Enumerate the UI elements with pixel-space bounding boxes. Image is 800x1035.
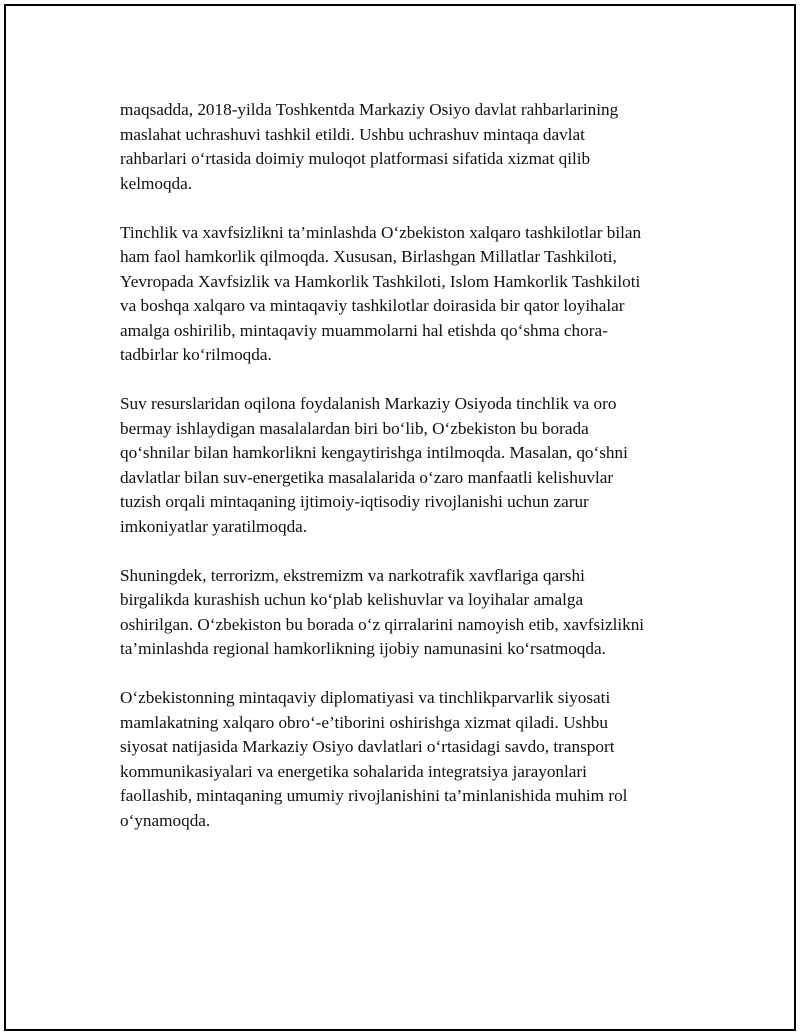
paragraph-5: O‘zbekistonning mintaqaviy diplomatiyasi va tinchlikparvarlik siyosati mamlakatning xalqaro obro‘-e’tiborini oshirishga xizmat qiladi. Ushbu siyosat natijasida Markaziy Osiyo davlatlari o‘rtasidagi savdo, transport kommunikasiyalari va energetika sohalarida integratsiya jarayonlari faollashib, mintaqaning umumiy rivojlanishini ta’minlanishida muhim rol o‘ynamoqda.: [120, 688, 628, 830]
paragraph-4: Shuningdek, terrorizm, ekstremizm va narkotrafik xavflariga qarshi birgalikda kurashish uchun ko‘plab kelishuvlar va loyihalar amalga oshirilgan. O‘zbekiston bu borada o‘z qirralarini namoyish etib, xavfsizlikni ta’minlashda regional hamkorlikning ijobiy namunasini ko‘rsatmoqda.: [120, 565, 645, 658]
paragraph-1: maqsadda, 2018-yilda Toshkentda Markaziy Osiyo davlat rahbarlarining maslahat uchrashuvi tashkil etildi. Ushbu uchrashuv mintaqa davlat rahbarlari o‘rtasida doimiy muloqot platformasi sifatida xizmat qilib kelmoqda.: [120, 100, 619, 193]
paragraph-3: Suv resurslaridan oqilona foydalanish Markaziy Osiyoda tinchlik va oro bermay ishlaydigan masalalardan biri bo‘lib, O‘zbekiston bu borada qo‘shnilar bilan hamkorlikni kengaytirishga intilmoqda. Masalan, qo‘shni davlatlar bilan suv-energetika masalalarida o‘zaro manfaatli kelishuvlar tuzish orqali mintaqaning ijtimoiy-iqtisodiy rivojlanishi uchun zarur imkoniyatlar yaratilmoqda.: [120, 394, 628, 536]
paragraph-2: Tinchlik va xavfsizlikni ta’minlashda O‘zbekiston xalqaro tashkilotlar bilan ham faol hamkorlik qilmoqda. Xususan, Birlashgan Millatlar Tashkiloti, Yevropada Xavfsizlik va Hamkorlik Tashkiloti, Islom Hamkorlik Tashkiloti va boshqa xalqaro va mintaqaviy tashkilotlar doirasida bir qator loyihalar amalga oshirilib, mintaqaviy muammolarni hal etishda qo‘shma chora- tadbirlar ko‘rilmoqda.: [120, 222, 642, 364]
document-page: [4, 4, 796, 1031]
document-body: [120, 98, 700, 858]
